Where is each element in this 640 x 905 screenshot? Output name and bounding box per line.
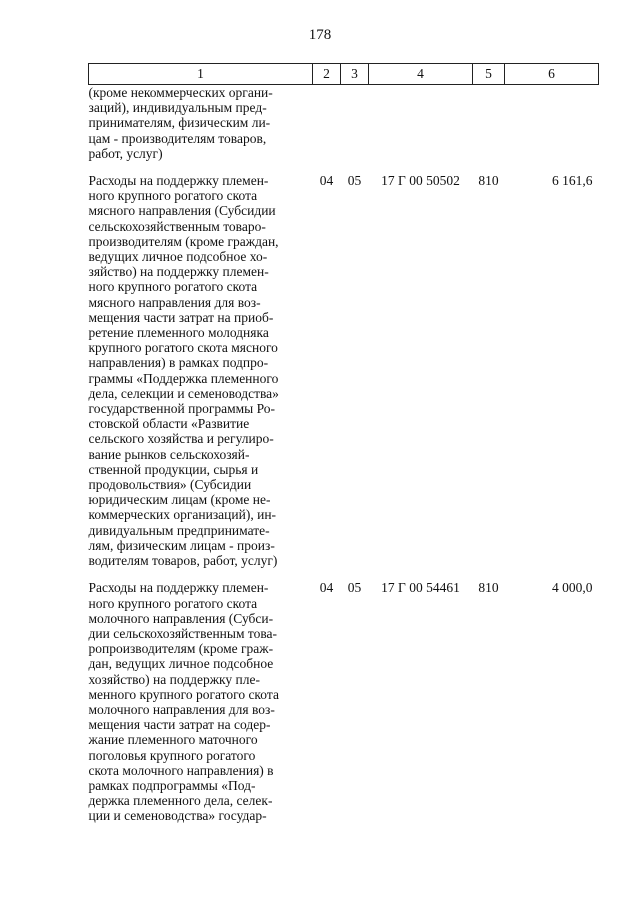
table-row xyxy=(89,85,599,162)
subsection-code: 05 xyxy=(347,580,362,596)
table-row xyxy=(89,173,599,568)
column-header: 3 xyxy=(341,64,369,85)
description-line: дан, ведущих личное подсобное xyxy=(88,656,274,672)
column-header: 1 xyxy=(89,64,313,85)
description-line: мещения части затрат на приоб- xyxy=(88,309,274,325)
row-description xyxy=(89,580,313,823)
spacer-cell xyxy=(369,161,473,173)
description-line: скота молочного направления) в xyxy=(88,762,274,778)
row-spacer xyxy=(89,568,599,580)
description-line: ственной продукции, сырья и xyxy=(88,461,259,477)
description-line: лям, физическим лицам - произ- xyxy=(88,537,275,553)
spacer-cell xyxy=(313,568,341,580)
description-line: сельского хозяйства и регулиро- xyxy=(88,431,274,447)
table-header xyxy=(89,64,599,85)
description-line: ретение племенного молодняка xyxy=(88,325,269,341)
column-header: 4 xyxy=(369,64,473,85)
description-line: мясного направления для воз- xyxy=(88,294,261,310)
spacer-cell xyxy=(341,568,369,580)
description-line: молочного направления (Субси- xyxy=(88,610,274,626)
budget-table xyxy=(88,63,599,824)
description-line: заций), индивидуальным пред- xyxy=(88,100,267,116)
description-line: зяйство) на поддержку племен- xyxy=(88,264,269,280)
description-line: цам - производителям товаров, xyxy=(88,130,267,146)
row-spacer xyxy=(89,161,599,173)
expense-type-code: 810 xyxy=(478,173,499,189)
description-line: крупного рогатого скота мясного xyxy=(88,340,278,356)
description-line: дела, селекции и семеноводства» xyxy=(88,385,279,401)
target-article-code: 17 Г 00 50502 xyxy=(381,173,460,189)
target-article-code xyxy=(369,85,473,162)
description-line: молочного направления для воз- xyxy=(88,701,275,717)
description-line: мясного направления (Субсидии xyxy=(88,203,276,219)
amount-value: 6 161,6 xyxy=(552,173,593,189)
description-line: жание племенного маточного xyxy=(88,732,258,748)
description-line: ного крупного рогатого скота xyxy=(88,279,258,295)
spacer-cell xyxy=(341,161,369,173)
subsection-code xyxy=(341,85,369,162)
section-code: 04 xyxy=(319,173,334,189)
target-article-code: 17 Г 00 54461 xyxy=(381,580,460,596)
description-line: государственной программы Ро- xyxy=(88,401,276,417)
description-line: менного крупного рогатого скота xyxy=(88,686,279,702)
column-header: 6 xyxy=(505,64,599,85)
expense-type-code xyxy=(473,85,505,162)
column-header: 5 xyxy=(473,64,505,85)
spacer-cell xyxy=(505,161,599,173)
spacer-cell xyxy=(89,568,313,580)
description-line: ведущих личное подсобное хо- xyxy=(88,249,268,265)
description-line: поголовья крупного рогатого xyxy=(88,747,256,763)
row-description xyxy=(89,85,313,162)
description-line: рамках подпрограммы «Под- xyxy=(88,777,256,793)
page-number: 178 xyxy=(308,27,332,43)
spacer-cell xyxy=(313,161,341,173)
subsection-code: 05 xyxy=(347,173,362,189)
description-line: держка племенного дела, селек- xyxy=(88,793,273,809)
description-line: ного крупного рогатого скота xyxy=(88,188,258,204)
description-line: водителям товаров, работ, услуг) xyxy=(88,553,278,569)
spacer-cell xyxy=(369,568,473,580)
description-line: ного крупного рогатого скота xyxy=(88,595,258,611)
description-line: направления) в рамках подпро- xyxy=(88,355,269,371)
description-line: (кроме некоммерческих органи- xyxy=(88,85,273,100)
spacer-cell xyxy=(505,568,599,580)
description-line: юридическим лицам (кроме не- xyxy=(88,492,271,508)
description-line: коммерческих организаций), ин- xyxy=(88,507,277,523)
spacer-cell xyxy=(473,161,505,173)
description-line: производителям (кроме граждан, xyxy=(88,233,279,249)
row-description xyxy=(89,173,313,568)
expense-type-code: 810 xyxy=(478,580,499,596)
description-line: мещения части затрат на содер- xyxy=(88,717,271,733)
description-line: сельскохозяйственным товаро- xyxy=(88,218,266,234)
description-line: дивидуальным предпринимате- xyxy=(88,522,270,538)
spacer-cell xyxy=(89,161,313,173)
section-code: 04 xyxy=(319,580,334,596)
description-line: работ, услуг) xyxy=(88,145,163,161)
description-line: дии сельскохозяйственным това- xyxy=(88,625,278,641)
description-line: вание рынков сельскохозяй- xyxy=(88,446,250,462)
description-line: граммы «Поддержка племенного xyxy=(88,370,279,386)
description-line: принимателям, физическим ли- xyxy=(88,115,271,131)
description-line: хозяйство) на поддержку пле- xyxy=(88,671,260,687)
description-line: Расходы на поддержку племен- xyxy=(88,580,269,596)
section-code xyxy=(313,85,341,162)
column-header: 2 xyxy=(313,64,341,85)
description-line: стовской области «Развитие xyxy=(88,416,250,432)
table-row xyxy=(89,580,599,823)
amount-value: 4 000,0 xyxy=(552,580,593,596)
description-line: Расходы на поддержку племен- xyxy=(88,173,269,189)
description-line: ропроизводителям (кроме граж- xyxy=(88,641,274,657)
description-line: продовольствия» (Субсидии xyxy=(88,477,252,493)
description-line: ции и семеноводства» государ- xyxy=(88,808,267,824)
spacer-cell xyxy=(473,568,505,580)
amount-value xyxy=(505,85,599,162)
table-body xyxy=(89,85,599,824)
